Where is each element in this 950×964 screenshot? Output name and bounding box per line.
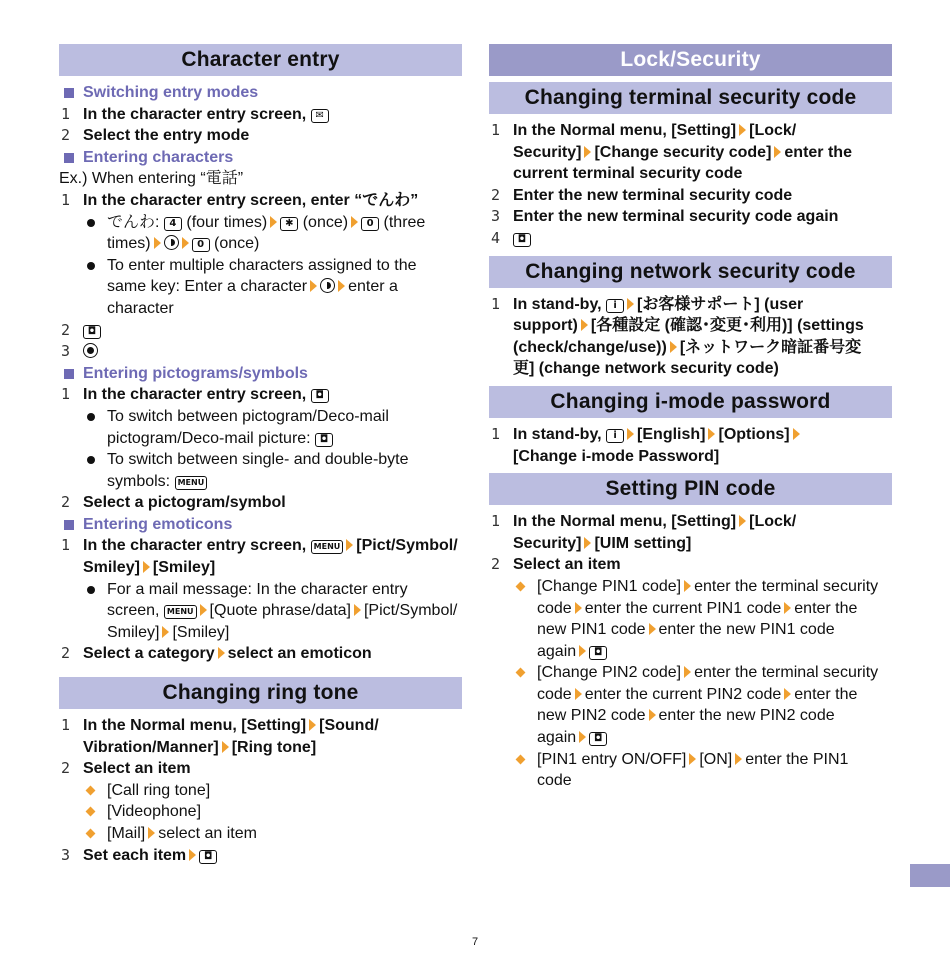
nav-right-key-icon <box>164 235 179 250</box>
example-text: Ex.) When entering “電話” <box>59 170 244 188</box>
key-4-icon: 4 <box>164 217 182 231</box>
bullet-switch-byte: To switch between single- and double-byte <box>59 449 462 471</box>
arrow-icon <box>684 666 691 678</box>
diamond-bullet-icon <box>86 807 96 817</box>
bullet-dot-icon <box>87 456 95 464</box>
step-terminal-2: 2 Enter the new terminal security code <box>491 185 793 204</box>
arrow-icon <box>162 626 169 638</box>
bullet-dot-icon <box>87 413 95 421</box>
menu-key-icon: MENU <box>164 605 197 619</box>
bullet-dot-icon <box>87 586 95 594</box>
arrow-icon <box>354 604 361 616</box>
bullet-denwa: でんわ: 4 (four times) ✱ (once) 0 (three <box>59 212 462 234</box>
arrow-icon <box>218 647 225 659</box>
section-title-lock-security: Lock/Security <box>489 44 892 76</box>
arrow-icon <box>222 741 229 753</box>
arrow-icon <box>739 124 746 136</box>
camera-key-icon: ◘ <box>311 389 329 403</box>
arrow-icon <box>581 319 588 331</box>
arrow-icon <box>182 237 189 249</box>
bullet-mail-message: For a mail message: In the character entry <box>59 579 462 601</box>
arrow-icon <box>143 561 150 573</box>
camera-key-icon: ◘ <box>199 850 217 864</box>
diamond-bullet-icon <box>516 581 526 591</box>
step-terminal-3: 3 Enter the new terminal security code again <box>491 207 839 226</box>
subheading-switching-entry-modes: Switching entry modes <box>59 82 462 104</box>
center-key-icon <box>83 343 98 358</box>
camera-key-icon: ◘ <box>315 433 333 447</box>
arrow-icon <box>670 341 677 353</box>
arrow-icon <box>627 428 634 440</box>
diamond-bullet-icon <box>516 754 526 764</box>
page-number: 7 <box>471 936 479 948</box>
arrow-icon <box>649 623 656 635</box>
step-terminal-4: 4 ◘ <box>489 228 892 250</box>
arrow-icon <box>575 602 582 614</box>
step-pictograms-2: 2 Select a pictogram/symbol <box>61 493 286 512</box>
arrow-icon <box>684 580 691 592</box>
i-mode-key-icon: i <box>606 429 624 443</box>
arrow-icon <box>649 709 656 721</box>
arrow-icon <box>739 515 746 527</box>
step-pictograms-1: 1 In the character entry screen, ◘ <box>59 384 462 406</box>
bullet-denwa-cont: times) 0 (once) <box>107 235 260 253</box>
nav-right-key-icon <box>320 278 335 293</box>
section-title-network-security-code: Changing network security code <box>489 256 892 288</box>
arrow-icon <box>784 602 791 614</box>
section-title-terminal-security-code: Changing terminal security code <box>489 82 892 114</box>
mail-key-icon: ✉ <box>311 109 329 123</box>
subheading-entering-emoticons: Entering emoticons <box>59 514 462 536</box>
arrow-icon <box>338 280 345 292</box>
bullet-dot-icon <box>87 262 95 270</box>
subheading-entering-characters: Entering characters <box>59 147 462 169</box>
option-mail: [Mail] select an item <box>59 823 462 845</box>
step-emoticons-1: 1 In the character entry screen, MENU [Pict/Symbol/ <box>61 536 458 555</box>
arrow-icon <box>270 216 277 228</box>
step-ring-1: 1 In the Normal menu, [Setting] [Sound/ <box>61 716 379 735</box>
arrow-icon <box>627 298 634 310</box>
arrow-icon <box>189 849 196 861</box>
arrow-icon <box>154 237 161 249</box>
arrow-icon <box>310 280 317 292</box>
arrow-icon <box>309 719 316 731</box>
step-ring-2: 2 Select an item <box>61 759 191 778</box>
arrow-icon <box>579 731 586 743</box>
arrow-icon <box>708 428 715 440</box>
step-entering-3: 3 <box>59 341 462 363</box>
option-videophone: [Videophone] <box>59 801 462 823</box>
diamond-bullet-icon <box>86 785 96 795</box>
bullet-dot-icon <box>87 219 95 227</box>
side-index-tab <box>910 864 950 887</box>
step-terminal-1: 1 In the Normal menu, [Setting] [Lock/ <box>491 121 797 139</box>
section-title-imode-password: Changing i-mode password <box>489 386 892 418</box>
step-ring-3: 3 Set each item ◘ <box>59 845 462 867</box>
arrow-icon <box>579 645 586 657</box>
step-entering-1: 1 In the character entry screen, enter “でんわ” <box>61 190 419 209</box>
right-column: Lock/Security Changing terminal security code 1 In the Normal menu, [Setting] [Lock/ Security] [Change security code] enter the current terminal security code 2 Enter the new terminal security code 3 Enter the new terminal security code again 4 ◘ Changing network security code 1 In stand-by, i [お客様サポート] (user support) [各種設定 (確認･変更･利用)] (settings (check/change/use)) [ネットワーク暗証番号変 更] (change network security code) Changing i-mode password 1 In stand-by, i [English] [Options] [Change i-mode Password] Setting PIN code 1 In the Normal menu, [Setting] [Lock/ Security] [UIM setting] 2 Select an item [Change PIN1 code] enter the terminal security code enter the current PIN1 code enter the new PIN1 code enter the new PIN1 code again ◘ [Change PIN2 code] enter the terminal security code enter the current PIN2 code enter the new PIN2 code enter the new PIN2 code again ◘ [PIN1 entry ON/OFF] [ON] enter the PIN1 code <box>489 44 892 792</box>
option-change-pin1: [Change PIN1 code] enter the terminal security <box>489 576 892 598</box>
camera-key-icon: ◘ <box>513 233 531 247</box>
step-imode-1: 1 In stand-by, i [English] [Options] <box>489 424 892 446</box>
arrow-icon <box>584 537 591 549</box>
menu-key-icon: MENU <box>311 540 344 554</box>
option-change-pin2: [Change PIN2 code] enter the terminal security <box>489 662 892 684</box>
section-title-character-entry: Character entry <box>59 44 462 76</box>
diamond-bullet-icon <box>86 829 96 839</box>
step-entering-2: 2 ◘ <box>59 320 462 342</box>
section-title-pin-code: Setting PIN code <box>489 473 892 505</box>
bullet-multiple-chars: To enter multiple characters assigned to the <box>59 255 462 277</box>
arrow-icon <box>351 216 358 228</box>
arrow-icon <box>793 428 800 440</box>
step-switching-1: 1 In the character entry screen, ✉ <box>59 104 462 126</box>
camera-key-icon: ◘ <box>589 732 607 746</box>
subheading-entering-pictograms: Entering pictograms/symbols <box>59 363 462 385</box>
bullet-switch-pictogram: To switch between pictogram/Deco-mail <box>59 406 462 428</box>
menu-key-icon: MENU <box>175 476 208 490</box>
section-title-ring-tone: Changing ring tone <box>59 677 462 709</box>
i-mode-key-icon: i <box>606 299 624 313</box>
arrow-icon <box>735 753 742 765</box>
arrow-icon <box>584 146 591 158</box>
key-0-icon: 0 <box>361 217 379 231</box>
arrow-icon <box>200 604 207 616</box>
arrow-icon <box>575 688 582 700</box>
diamond-bullet-icon <box>516 668 526 678</box>
arrow-icon <box>784 688 791 700</box>
camera-key-icon: ◘ <box>589 646 607 660</box>
option-call-ring-tone: [Call ring tone] <box>59 780 462 802</box>
step-switching-2: 2 Select the entry mode <box>61 126 250 145</box>
step-emoticons-2: 2 Select a category select an emoticon <box>61 644 372 663</box>
left-column: Character entry Switching entry modes 1 In the character entry screen, ✉ 2 Select the entry mode Entering characters Ex.) When entering “電話” 1 In the character entry screen, enter “でんわ” でんわ: 4 (four times) ✱ (once) 0 (three times) 0 (once) To enter multiple characters assigned to the same key: Enter a character enter a character 2 ◘ 3 Entering pictograms/symbols 1 In the character entry screen, ◘ To switch between pictogram/Deco-mail pictogram/Deco-mail picture: ◘ To switch between single- and double-byte symbols: MENU 2 Select a pictogram/symbol Entering emoticons 1 In the character entry screen, MENU [Pict/Symbol/ Smiley] [Smiley] For a mail message: In the character entry screen, MENU [Quote phrase/data] [Pict/Symbol/ Smiley] [Smiley] 2 Select a category select an emoticon Changing ring tone 1 In the Normal menu, [Setting] [Sound/ Vibration/Manner] [Ring tone] 2 Select an item [Call ring tone] [Videophone] [Mail] select an item 3 Set each item ◘ <box>59 44 462 866</box>
step-pin-1: 1 In the Normal menu, [Setting] [Lock/ <box>491 512 797 531</box>
step-network-1: 1 In stand-by, i [お客様サポート] (user <box>491 294 804 313</box>
arrow-icon <box>689 753 696 765</box>
option-pin1-entry-onoff: [PIN1 entry ON/OFF] [ON] enter the PIN1 <box>489 749 892 771</box>
key-0-icon: 0 <box>192 238 210 252</box>
arrow-icon <box>148 827 155 839</box>
camera-key-icon: ◘ <box>83 325 101 339</box>
arrow-icon <box>774 146 781 158</box>
step-pin-2: 2 Select an item <box>491 555 621 574</box>
key-asterisk-icon: ✱ <box>280 217 298 231</box>
arrow-icon <box>346 539 353 551</box>
